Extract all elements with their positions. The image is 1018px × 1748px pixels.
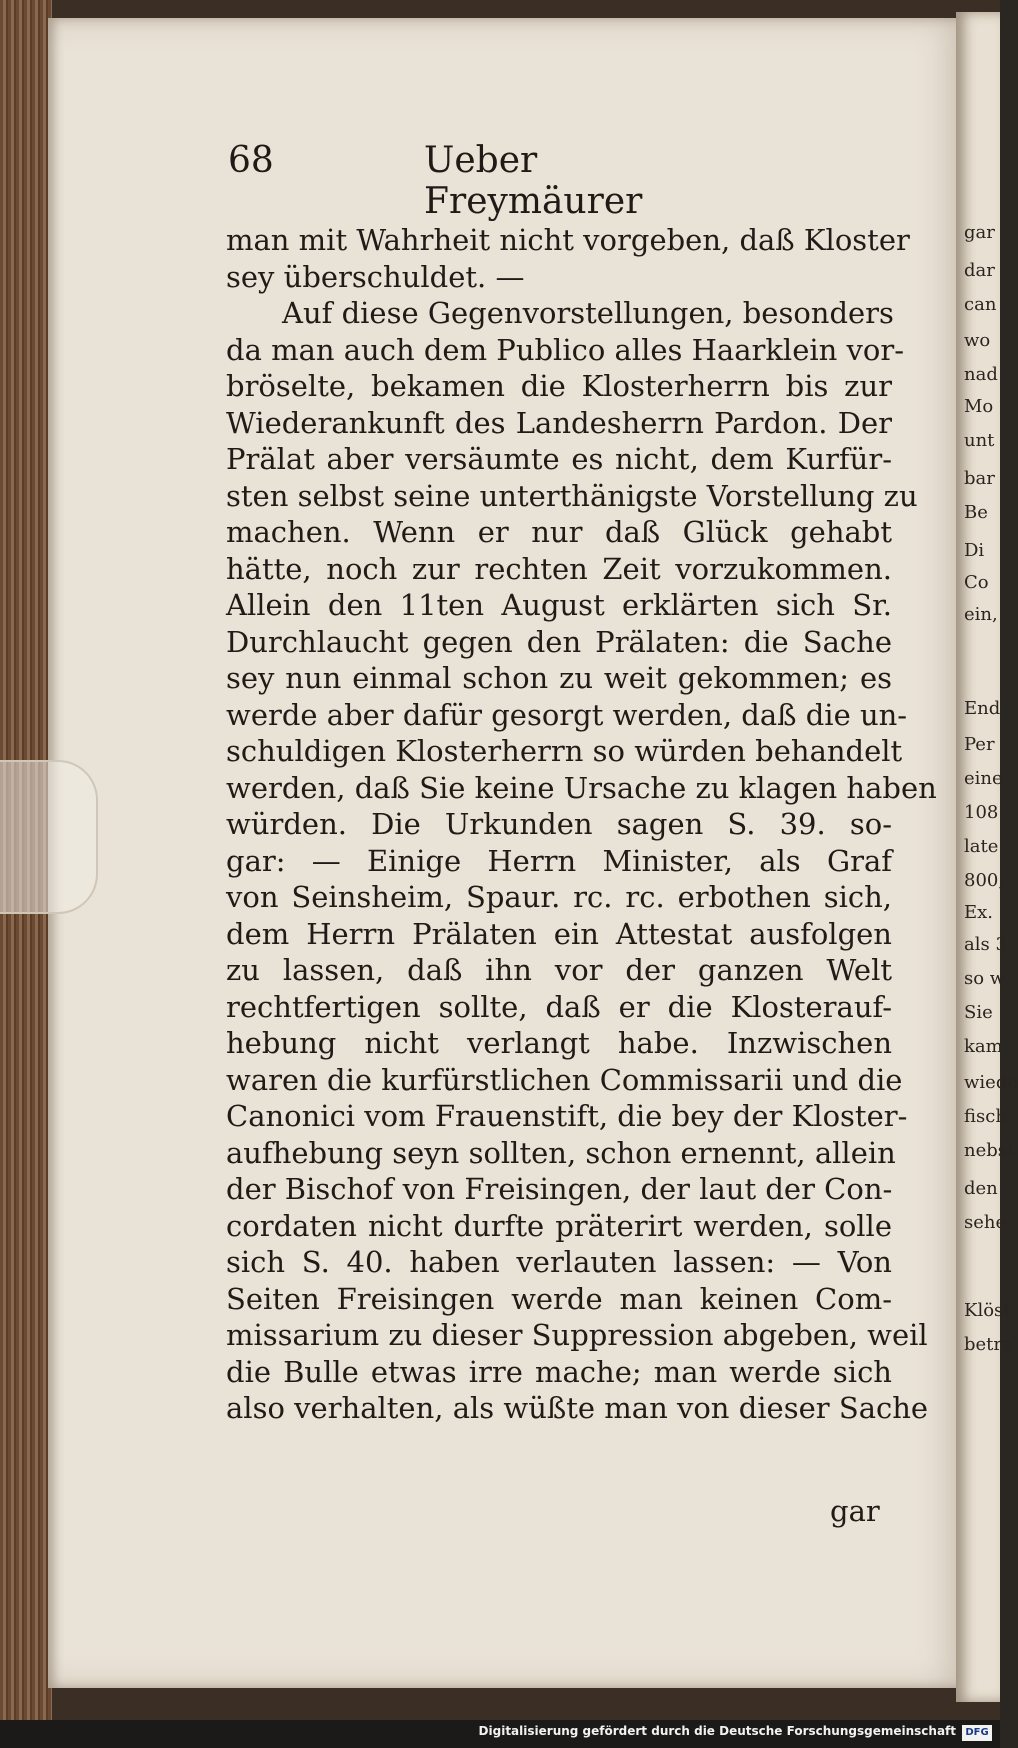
facing-page-fragment: Co bbox=[964, 572, 989, 593]
text-line: sten selbst seine unterthänigste Vorstellung zu bbox=[226, 478, 918, 513]
facing-page-fragment: Ex. bbox=[964, 902, 994, 923]
facing-page-fragment: 108 bbox=[964, 802, 999, 823]
text-line: sey nun einmal schon zu weit gekommen; es bbox=[226, 661, 892, 695]
facing-page-fragment: kam bbox=[964, 1036, 1003, 1057]
page-number: 68 bbox=[228, 140, 274, 181]
text-line: der Bischof von Freisingen, der laut der Con- bbox=[226, 1172, 893, 1206]
thumb-mark bbox=[0, 760, 98, 914]
page-header bbox=[228, 140, 728, 222]
text-line: dem Herrn Prälaten ein Attestat ausfolgen bbox=[226, 916, 892, 951]
facing-page-fragment: ein, bbox=[964, 604, 998, 625]
facing-page-fragment: Mo bbox=[964, 396, 994, 417]
facing-page-fragment: so w bbox=[964, 968, 1006, 989]
text-line: Wiederankunft des Landesherrn Pardon. Der bbox=[226, 405, 892, 440]
text-line: Durchlaucht gegen den Prälaten: die Sache bbox=[226, 624, 892, 659]
facing-page-fragment: unt bbox=[964, 430, 995, 451]
facing-page-fragment: sehe bbox=[964, 1212, 1007, 1233]
facing-page-fragment: als 3 bbox=[964, 934, 1007, 955]
facing-page-fragment: Be bbox=[964, 502, 988, 523]
facing-page-fragment: can bbox=[964, 294, 997, 315]
text-line: würden. Die Urkunden sagen S. 39. so- bbox=[226, 807, 892, 841]
text-line: von Seinsheim, Spaur. rc. rc. erbothen sich, bbox=[226, 880, 892, 914]
facing-page-fragment: nebst bbox=[964, 1140, 1015, 1161]
text-line: waren die kurfürstlichen Commissarii und die bbox=[226, 1062, 903, 1097]
facing-page-fragment: betra bbox=[964, 1334, 1013, 1355]
text-line: da man auch dem Publico alles Haarklein vor- bbox=[226, 332, 905, 367]
dfg-credit: Digitalisierung gefördert durch die Deutsche Forschungsgemeinschaft bbox=[478, 1724, 956, 1738]
text-line: werden, daß Sie keine Ursache zu klagen haben bbox=[226, 770, 937, 805]
facing-page-fragment: gar bbox=[964, 222, 995, 243]
facing-page-edge bbox=[956, 12, 1018, 1702]
facing-page-fragment: fisch bbox=[964, 1106, 1007, 1127]
text-line: aufhebung seyn sollten, schon ernennt, allein bbox=[226, 1135, 896, 1170]
facing-page-fragment: wo bbox=[964, 330, 991, 351]
text-line: sich S. 40. haben verlauten lassen: — Von bbox=[226, 1245, 892, 1279]
facing-page-fragment: Klöst bbox=[964, 1300, 1011, 1321]
text-line: machen. Wenn er nur daß Glück gehabt bbox=[226, 515, 892, 549]
facing-page-fragment: late bbox=[964, 836, 999, 857]
catchword: gar bbox=[830, 1494, 880, 1528]
dfg-logo: DFG bbox=[962, 1725, 992, 1741]
facing-page-fragment: dar bbox=[964, 260, 995, 281]
text-line: man mit Wahrheit nicht vorgeben, daß Kloster bbox=[226, 223, 910, 257]
facing-page-fragment: den bbox=[964, 1178, 998, 1199]
facing-page-fragment: End bbox=[964, 698, 1001, 719]
text-line: hätte, noch zur rechten Zeit vorzukommen. bbox=[226, 551, 892, 586]
facing-page-fragment: wiede bbox=[964, 1072, 1018, 1093]
text-line: rechtfertigen sollte, daß er die Klosterauf- bbox=[226, 989, 892, 1024]
facing-page-fragment: 800, bbox=[964, 870, 1005, 891]
facing-page-fragment: bar bbox=[964, 468, 995, 489]
text-line: Prälat aber versäumte es nicht, dem Kurfür- bbox=[226, 442, 892, 476]
text-line: sey überschuldet. — bbox=[226, 259, 525, 294]
text-line: Allein den 11ten August erklärten sich Sr. bbox=[226, 588, 892, 622]
facing-page-fragment: nad bbox=[964, 364, 998, 385]
text-line: schuldigen Klosterherrn so würden behandelt bbox=[226, 734, 903, 768]
text-line: Canonici vom Frauenstift, die bey der Kloster- bbox=[226, 1099, 908, 1133]
text-line: gar: — Einige Herrn Minister, als Graf bbox=[226, 843, 892, 878]
text-line: hebung nicht verlangt habe. Inzwischen bbox=[226, 1026, 892, 1060]
body-text bbox=[226, 222, 937, 1427]
running-head: Ueber Freymäurer bbox=[424, 140, 643, 222]
text-line: Auf diese Gegenvorstellungen, besonders bbox=[282, 296, 894, 330]
text-line: also verhalten, als wüßte man von dieser Sache bbox=[226, 1391, 929, 1425]
text-line: zu lassen, daß ihn vor der ganzen Welt bbox=[226, 953, 892, 987]
text-line: werde aber dafür gesorgt werden, daß die un- bbox=[226, 697, 908, 732]
text-line: die Bulle etwas irre mache; man werde sich bbox=[226, 1354, 892, 1389]
facing-page-fragment: Di bbox=[964, 540, 985, 561]
facing-page-fragment: eine bbox=[964, 768, 1003, 789]
text-line: bröselte, bekamen die Klosterherrn bis zur bbox=[226, 369, 892, 403]
footer-bar bbox=[0, 1720, 1000, 1748]
facing-page-fragment: Sie bbox=[964, 1002, 993, 1023]
text-line: Seiten Freisingen werde man keinen Com- bbox=[226, 1281, 892, 1316]
facing-page-fragment: Per bbox=[964, 734, 995, 755]
text-line: cordaten nicht durfte präterirt werden, solle bbox=[226, 1208, 892, 1243]
text-line: missarium zu dieser Suppression abgeben, weil bbox=[226, 1318, 928, 1352]
